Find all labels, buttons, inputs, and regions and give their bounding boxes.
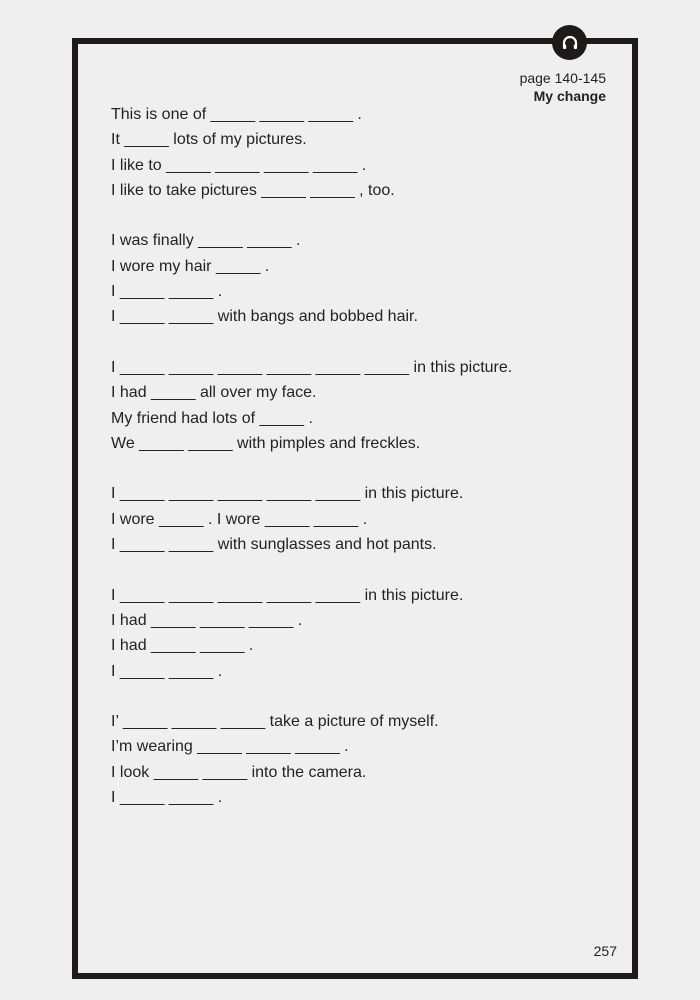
blank-spacer <box>111 684 512 709</box>
blank-spacer <box>111 330 512 355</box>
exercise-line: It _____ lots of my pictures. <box>111 131 307 149</box>
exercise-line: I had _____ _____ . <box>111 637 254 655</box>
exercise-line: I wore _____ . I wore _____ _____ . <box>111 510 368 528</box>
exercise-line: I was finally _____ _____ . <box>111 232 301 250</box>
exercise-line: This is one of _____ _____ _____ . <box>111 106 362 123</box>
exercise-line: I wore my hair _____ . <box>111 257 270 275</box>
exercise-line: I _____ _____ _____ _____ _____ in this picture. <box>111 586 464 604</box>
exercise-line: I _____ _____ . <box>111 789 223 807</box>
exercise-line: I _____ _____ _____ _____ _____ in this picture. <box>111 485 464 503</box>
page-reference <box>520 69 606 105</box>
exercise-line: I’ _____ _____ _____ take a picture of myself. <box>111 713 439 731</box>
exercise-line: I _____ _____ . <box>111 283 223 301</box>
section-title: My change <box>533 88 606 104</box>
page-range: page 140-145 <box>519 70 606 86</box>
exercise-line: I like to _____ _____ _____ _____ . <box>111 156 367 174</box>
blank-spacer <box>111 557 512 582</box>
exercise-lines <box>111 102 512 810</box>
headphones-icon <box>552 25 587 60</box>
exercise-line: I _____ _____ . <box>111 662 223 680</box>
exercise-line: I’m wearing _____ _____ _____ . <box>111 738 349 756</box>
exercise-line: I like to take pictures _____ _____ , too. <box>111 181 395 199</box>
page-number: 257 <box>593 943 617 959</box>
exercise-line: We _____ _____ with pimples and freckles. <box>111 434 421 452</box>
exercise-line: I _____ _____ _____ _____ _____ _____ in this picture. <box>111 358 513 376</box>
exercise-line: My friend had lots of _____ . <box>111 409 313 427</box>
exercise-line: I _____ _____ with sunglasses and hot pants. <box>111 536 437 554</box>
exercise-line: I _____ _____ with bangs and bobbed hair. <box>111 308 418 326</box>
exercise-line: I had _____ _____ _____ . <box>111 611 303 629</box>
exercise-line: I look _____ _____ into the camera. <box>111 763 367 781</box>
exercise-line: I had _____ all over my face. <box>111 384 317 402</box>
blank-spacer <box>111 456 512 481</box>
blank-spacer <box>111 203 512 228</box>
